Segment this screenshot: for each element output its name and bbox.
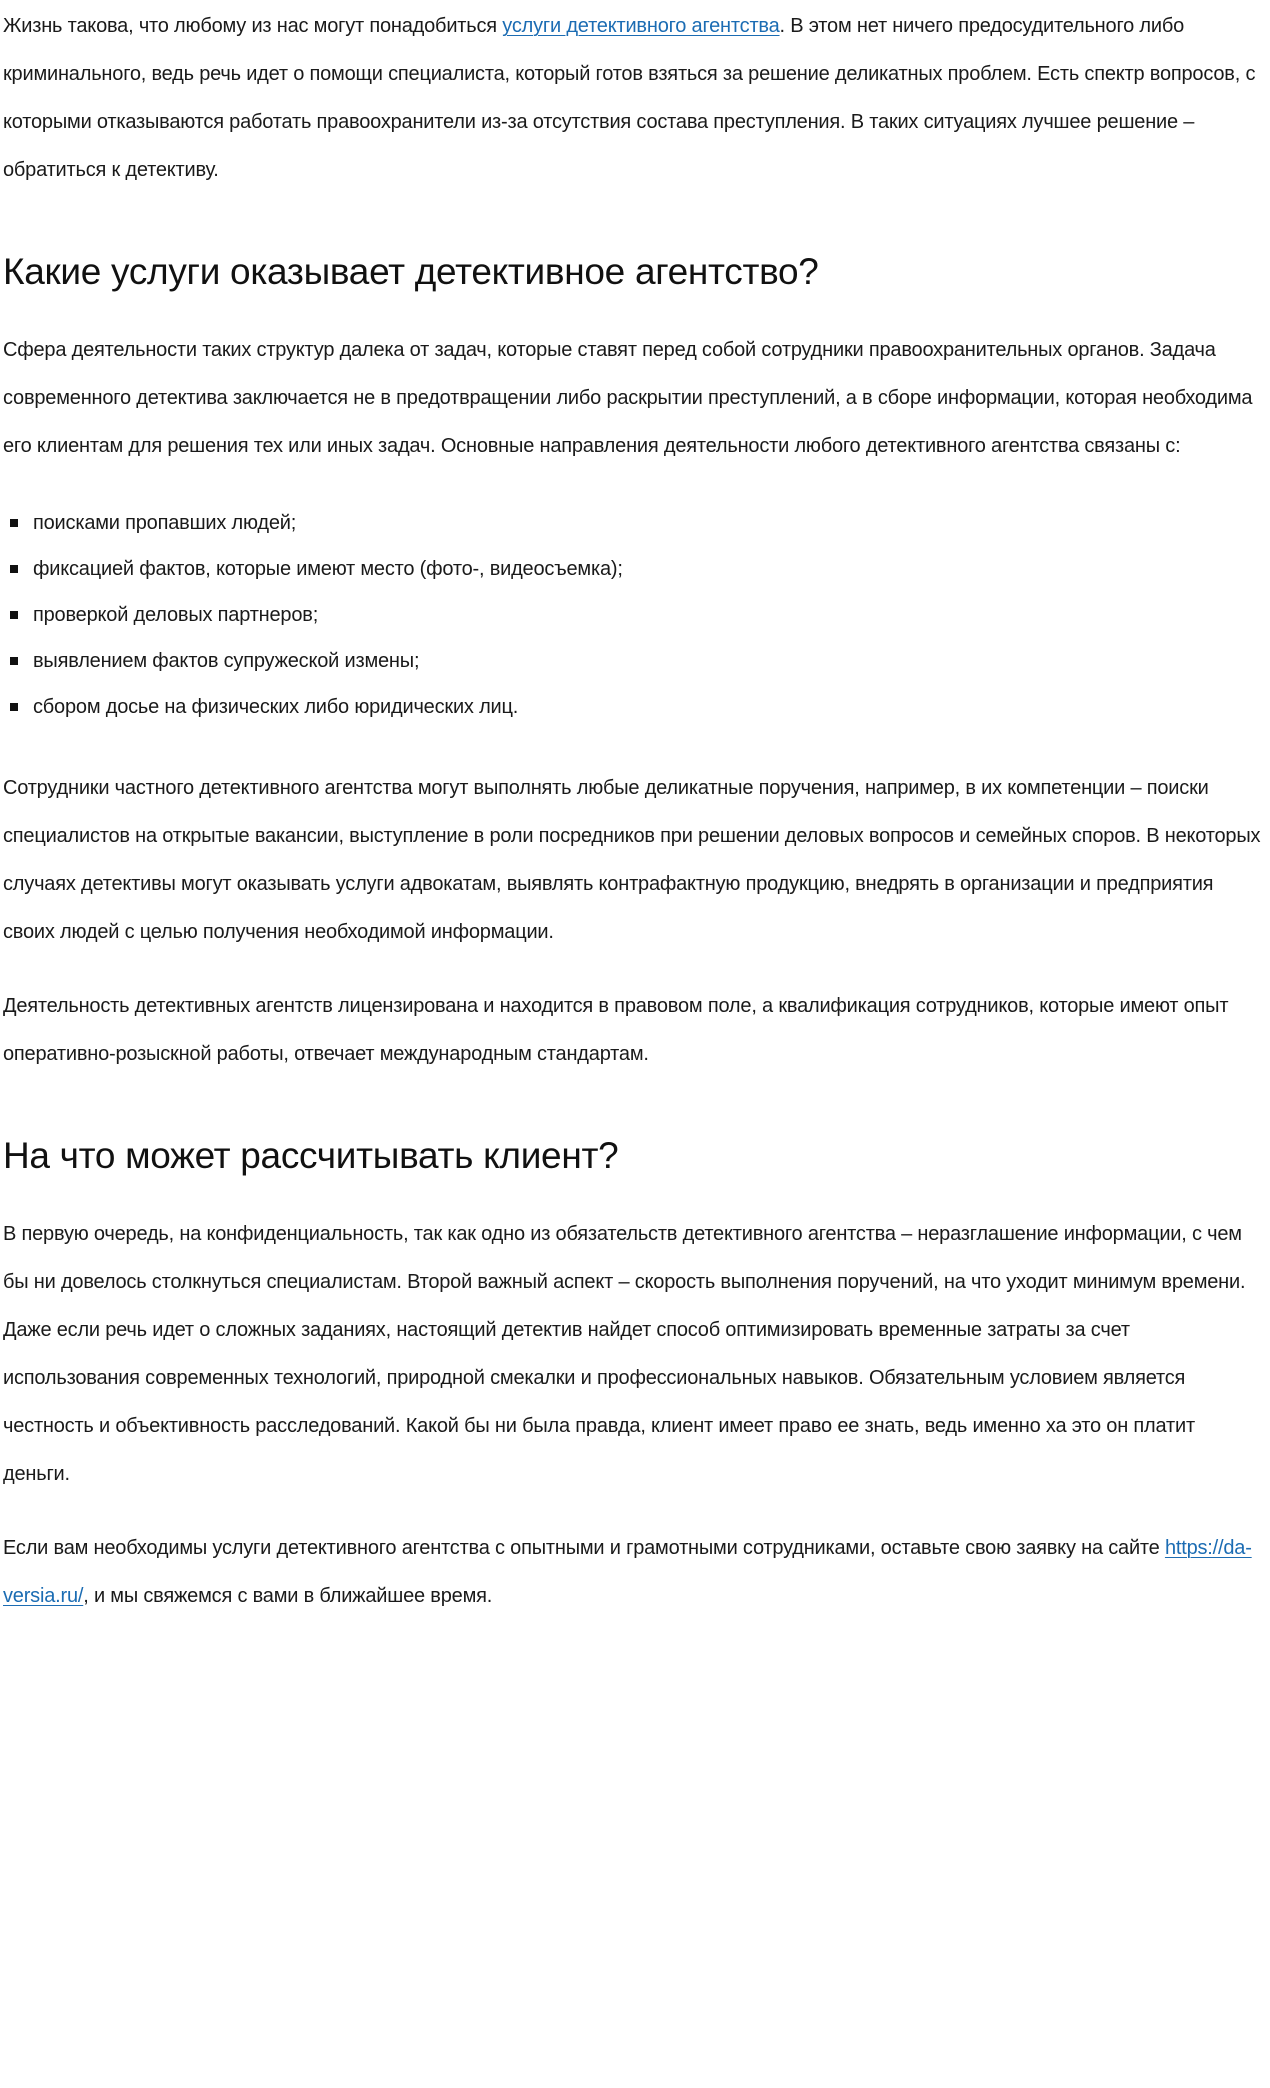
- list-item: [3, 592, 1266, 638]
- list-item: [3, 638, 1266, 684]
- client-main-paragraph: В первую очередь, на конфиденциальность, так как одно из обязательств детективного агентства – неразглашение информации, с чем бы ни довелось столкнуться специалистам. Второй важный аспект – скорость выполнения поручений, на что уходит минимум времени. Даже если речь идет о сложных заданиях, настоящий детектив найдет способ оптимизировать временные затраты за счет использования современных технологий, природной смекалки и профессиональных навыков. Обязательным условием является честность и объективность расследований. Какой бы ни была правда, клиент имеет право ее знать, ведь именно ха это он платит деньги.: [3, 1223, 1246, 1486]
- services-section-heading: Какие услуги оказывает детективное агентство?: [3, 251, 819, 292]
- list-item-label: проверкой деловых партнеров;: [33, 604, 319, 627]
- outro-text-after-link: , и мы свяжемся с вами в ближайшее время.: [83, 1585, 493, 1608]
- client-section-heading: На что может рассчитывать клиент?: [3, 1135, 619, 1177]
- intro-paragraph: [3, 2, 1266, 194]
- list-item: [3, 500, 1266, 546]
- bullet-square-icon: [10, 519, 18, 527]
- bullet-square-icon: [10, 657, 18, 665]
- da-versia-site-link[interactable]: https://da-versia.ru/: [3, 1537, 1252, 1608]
- bullet-square-icon: [10, 611, 18, 619]
- detective-services-link[interactable]: услуги детективного агентства: [502, 15, 780, 37]
- list-item-label: выявлением фактов супружеской измены;: [33, 650, 420, 673]
- list-item: [3, 684, 1266, 730]
- list-item-label: поисками пропавших людей;: [33, 512, 297, 535]
- intro-text-before-link: Жизнь такова, что любому из нас могут понадобиться: [3, 15, 503, 37]
- services-license-paragraph: Деятельность детективных агентств лицензирована и находится в правовом поле, а квалификация сотрудников, которые имеют опыт оперативно-розыскной работы, отвечает международным стандартам.: [3, 995, 1229, 1066]
- services-intro-paragraph: Сфера деятельности таких структур далека от задач, которые ставят перед собой сотрудники правоохранительных органов. Задача современного детектива заключается не в предотвращении либо раскрытии преступлений, а в сборе информации, которая необходима его клиентам для решения тех или иных задач. Основные направления деятельности любого детективного агентства связаны с:: [3, 339, 1253, 458]
- bullet-square-icon: [10, 703, 18, 711]
- list-item-label: фиксацией фактов, которые имеют место (фото-, видеосъемка);: [33, 558, 623, 581]
- list-item: [3, 546, 1266, 592]
- list-item-label: сбором досье на физических либо юридических лиц.: [33, 696, 519, 719]
- outro-paragraph: [3, 1524, 1266, 1620]
- bullet-square-icon: [10, 565, 18, 573]
- intro-text-after-link: . В этом нет ничего предосудительного либо криминального, ведь речь идет о помощи специалиста, который готов взяться за решение деликатных проблем. Есть спектр вопросов, с которыми отказываются работать правоохранители из-за отсутствия состава преступления. В таких ситуациях лучшее решение – обратиться к детективу.: [3, 15, 1256, 181]
- outro-text-before-link: Если вам необходимы услуги детективного агентства с опытными и грамотными сотрудниками, оставьте свою заявку на сайте: [3, 1537, 1165, 1560]
- services-list: [3, 500, 1266, 730]
- services-tasks-paragraph: Сотрудники частного детективного агентства могут выполнять любые деликатные поручения, например, в их компетенции – поиски специалистов на открытые вакансии, выступление в роли посредников при решении деловых вопросов и семейных споров. В некоторых случаях детективы могут оказывать услуги адвокатам, выявлять контрафактную продукцию, внедрять в организации и предприятия своих людей с целью получения необходимой информации.: [3, 777, 1261, 944]
